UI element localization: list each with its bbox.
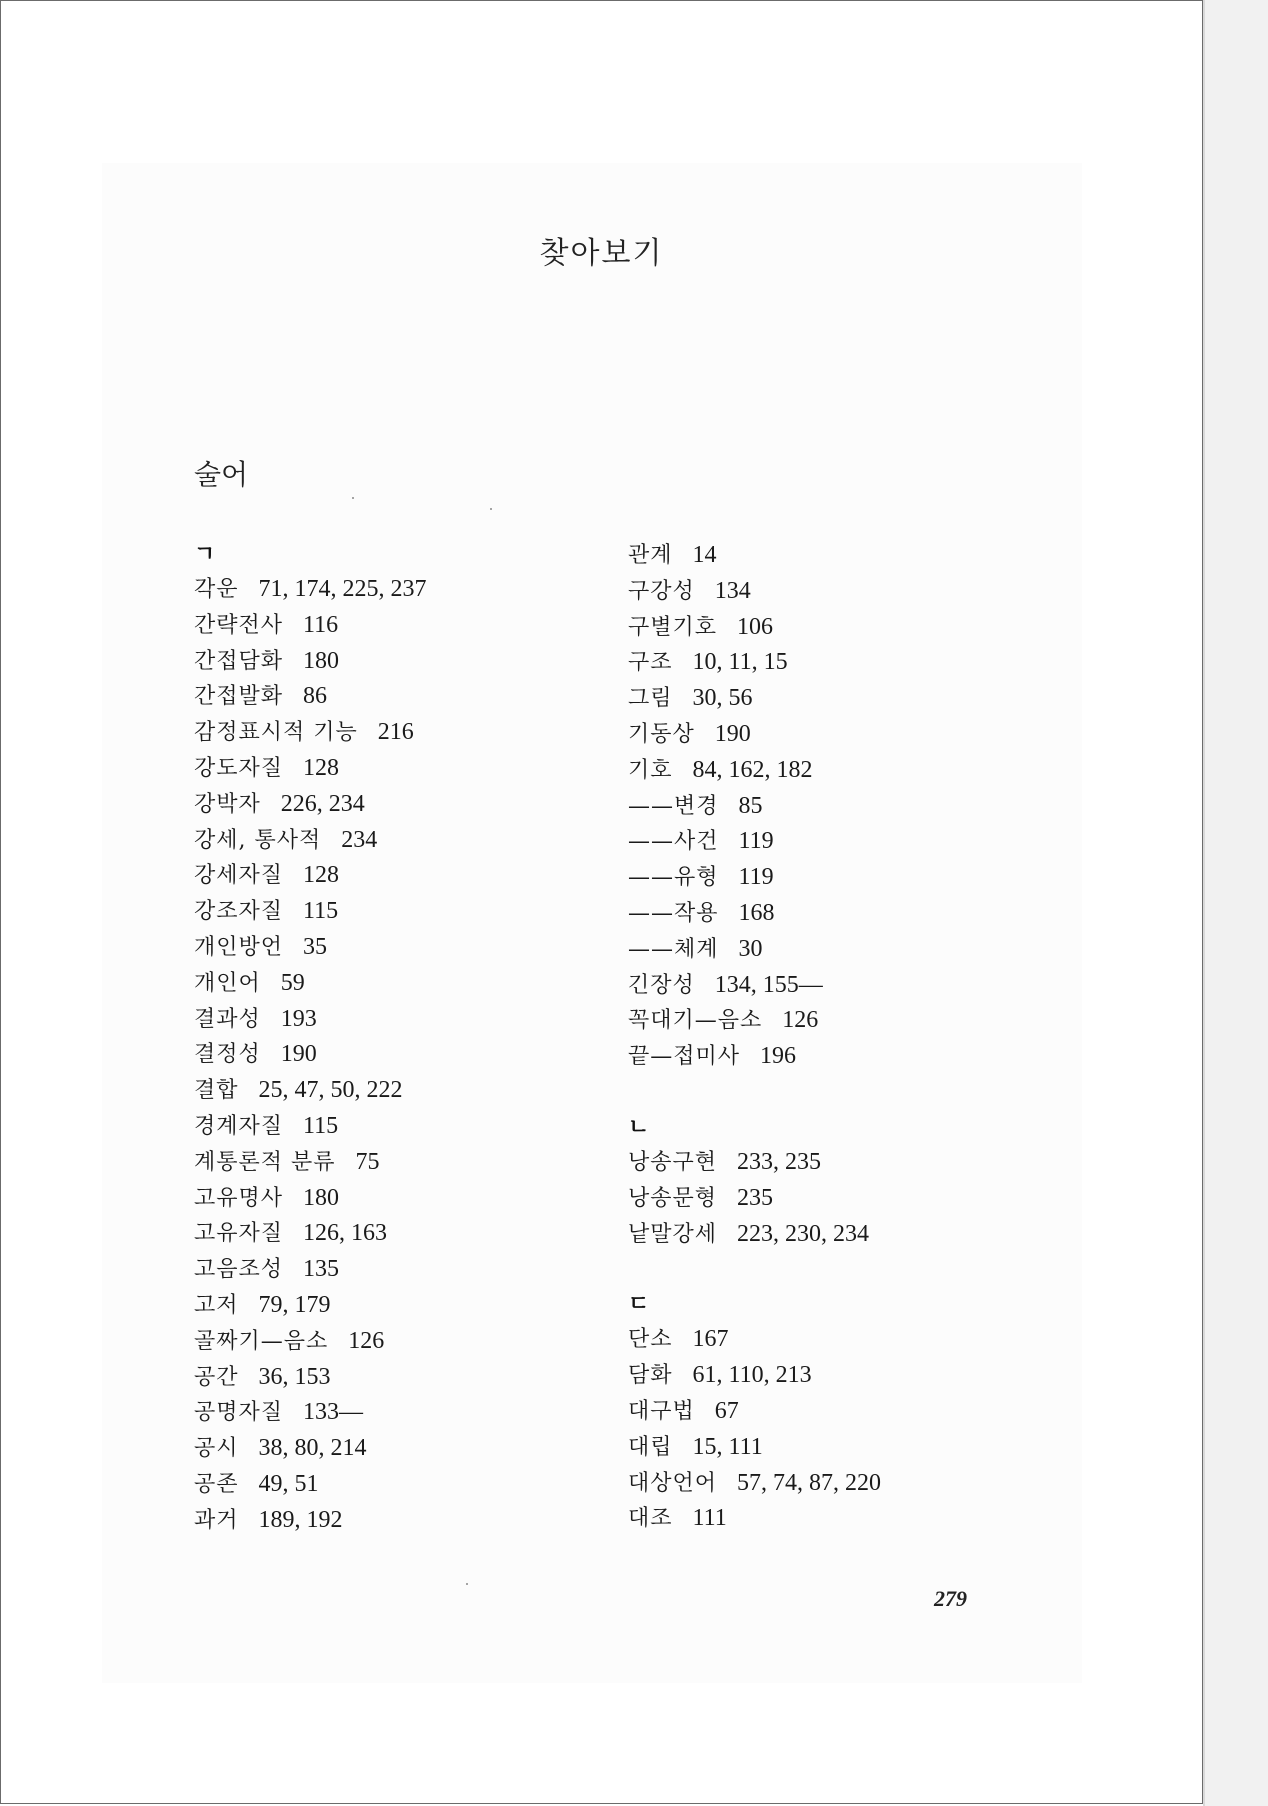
index-page-refs: 115: [303, 1112, 339, 1139]
index-page-refs: 57, 74, 87, 220: [737, 1469, 882, 1496]
index-term: 기호: [628, 757, 673, 783]
index-entry: [194, 1109, 614, 1145]
index-entry: [628, 753, 1048, 789]
scan-speck: [352, 497, 354, 499]
index-entry: [194, 608, 614, 644]
index-page-refs: 38, 80, 214: [258, 1435, 367, 1462]
index-term: 결과성: [194, 1006, 261, 1032]
index-page-refs: 190: [714, 720, 751, 747]
index-entry: [628, 1322, 1048, 1358]
index-term: 고음조성: [194, 1257, 284, 1283]
index-page-refs: 115: [303, 898, 339, 925]
index-term: 단소: [628, 1327, 673, 1353]
index-page-refs: 30, 56: [692, 685, 753, 712]
index-entry: [628, 789, 1048, 825]
index-term: 담화: [628, 1363, 673, 1389]
index-term: 공존: [194, 1471, 239, 1497]
index-entry: [194, 1073, 614, 1109]
index-term: 그림: [628, 686, 673, 712]
index-term: 긴장성: [628, 972, 695, 998]
index-page-refs: 25, 47, 50, 222: [258, 1077, 403, 1104]
index-term: 간접담화: [194, 648, 284, 674]
index-entry: [194, 679, 614, 715]
index-entry: [194, 1002, 614, 1038]
index-entry: [194, 1288, 614, 1324]
index-page-refs: 134: [714, 577, 751, 604]
index-term: 결정성: [194, 1042, 261, 1068]
index-term: 관계: [628, 543, 673, 568]
index-term: 각운: [194, 577, 239, 602]
index-page-refs: 134, 155—: [714, 971, 823, 998]
index-group-letter: ㄷ: [628, 1292, 650, 1318]
index-entry: [194, 894, 614, 930]
index-page-refs: 106: [737, 613, 774, 640]
index-entry: [628, 860, 1048, 896]
index-page-refs: 67: [714, 1397, 739, 1424]
index-page-refs: 79, 179: [258, 1291, 331, 1318]
index-term: 강조자질: [194, 899, 284, 925]
index-entry: [194, 1360, 614, 1396]
index-term: ——유형: [628, 865, 719, 891]
scan-speck: [490, 508, 492, 510]
index-entry: [628, 574, 1048, 610]
index-term: 대구법: [628, 1398, 695, 1424]
index-entry: [194, 787, 614, 823]
index-column-right: [628, 538, 1048, 1537]
index-term: 경계자질: [194, 1113, 284, 1139]
index-term: 과거: [194, 1507, 239, 1533]
index-entry: [194, 1252, 614, 1288]
index-term: 구별기호: [628, 614, 718, 640]
index-entry: [194, 1467, 614, 1503]
index-page-refs: 223, 230, 234: [737, 1220, 870, 1247]
index-page-refs: 126: [348, 1327, 385, 1354]
index-entry: [628, 681, 1048, 717]
index-term: 감정표시적 기능: [194, 720, 358, 746]
index-term: 꼭대기—음소: [628, 1008, 763, 1034]
scan-speck: [466, 1583, 468, 1585]
index-entry: [194, 644, 614, 680]
page-title: 찾아보기: [539, 236, 664, 271]
index-entry: [628, 1394, 1048, 1430]
index-term: 기동상: [628, 721, 695, 747]
index-page-refs: 35: [303, 933, 328, 960]
index-term: 구조: [628, 650, 673, 676]
index-page-refs: 71, 174, 225, 237: [258, 576, 427, 602]
index-page-refs: 116: [303, 611, 339, 638]
index-entry: [194, 751, 614, 787]
index-entry: [194, 1395, 614, 1431]
index-page-refs: 168: [738, 899, 775, 926]
index-entry: [194, 1145, 614, 1181]
page-number: 279: [934, 1586, 967, 1611]
index-page-refs: 86: [303, 683, 328, 710]
section-heading: 술어: [194, 458, 249, 491]
index-term: ——작용: [628, 900, 719, 926]
index-page-refs: 216: [377, 719, 414, 746]
index-term: 강세, 통사적: [194, 827, 322, 853]
index-page-refs: 30: [738, 935, 763, 962]
viewer-gutter: [1203, 0, 1268, 1806]
index-term: 낭송문형: [628, 1185, 718, 1211]
index-entry: [628, 1217, 1048, 1253]
index-term: 대립: [628, 1434, 673, 1460]
index-page-refs: 196: [760, 1043, 797, 1070]
index-term: 고저: [194, 1292, 239, 1318]
index-term: ——변경: [628, 793, 719, 819]
index-term: 개인어: [194, 970, 261, 996]
index-page-refs: 14: [692, 542, 717, 568]
index-term: 강박자: [194, 791, 261, 817]
index-page-refs: 190: [280, 1041, 317, 1068]
index-term: 강도자질: [194, 755, 284, 781]
index-term: 고유명사: [194, 1185, 284, 1211]
index-page-refs: 128: [303, 862, 340, 889]
index-page-refs: 233, 235: [737, 1148, 822, 1175]
index-entry: [194, 1324, 614, 1360]
index-term: 간략전사: [194, 612, 284, 638]
index-entry: [194, 1216, 614, 1252]
index-term: 계통론적 분류: [194, 1149, 336, 1175]
index-page-refs: 226, 234: [280, 790, 365, 817]
index-page-refs: 126, 163: [303, 1220, 388, 1247]
index-term: 결합: [194, 1078, 239, 1104]
index-page-refs: 84, 162, 182: [692, 756, 813, 783]
index-page-refs: 180: [303, 1184, 340, 1211]
index-entry: [628, 717, 1048, 753]
index-group-letter: ㄱ: [194, 542, 216, 567]
index-entry: [628, 1430, 1048, 1466]
index-page-refs: 128: [303, 754, 340, 781]
index-page-refs: 133—: [303, 1399, 364, 1426]
group-spacer: [628, 1252, 1048, 1288]
index-entry: [628, 1181, 1048, 1217]
index-page-refs: 75: [355, 1148, 380, 1175]
index-entry: [628, 932, 1048, 968]
index-group-letter: ㄴ: [628, 1114, 650, 1140]
index-page-refs: 61, 110, 213: [692, 1362, 812, 1389]
index-term: 공시: [194, 1436, 239, 1462]
index-entry: [628, 896, 1048, 932]
index-term: 강세자질: [194, 863, 284, 889]
index-entry: [194, 572, 614, 608]
index-entry: [194, 823, 614, 859]
index-page-refs: 59: [280, 969, 305, 996]
index-entry: [194, 930, 614, 966]
index-entry: [194, 1503, 614, 1539]
index-term: 개인방언: [194, 934, 284, 960]
index-entry: [628, 1003, 1048, 1039]
index-page-refs: 10, 11, 15: [692, 649, 788, 676]
index-page-refs: 119: [738, 864, 774, 891]
index-term: 공간: [194, 1364, 239, 1390]
index-entry: [194, 715, 614, 751]
index-term: 구강성: [628, 578, 695, 604]
index-entry: [628, 610, 1048, 646]
index-page-refs: 49, 51: [258, 1470, 319, 1497]
index-entry: [194, 966, 614, 1002]
index-page-refs: 111: [692, 1505, 727, 1532]
index-entry: [628, 1145, 1048, 1181]
index-entry: [628, 1039, 1048, 1075]
index-entry: [628, 1466, 1048, 1502]
index-term: 공명자질: [194, 1400, 284, 1426]
index-term: 골짜기—음소: [194, 1328, 329, 1354]
index-entry: [628, 1501, 1048, 1537]
index-term: ——체계: [628, 936, 719, 962]
index-entry: [194, 1037, 614, 1073]
index-term: 낱말강세: [628, 1221, 718, 1247]
index-page-refs: 193: [280, 1005, 317, 1032]
index-page-refs: 235: [737, 1184, 774, 1211]
index-page-refs: 135: [303, 1256, 340, 1283]
index-entry: [628, 538, 1048, 574]
index-entry: [194, 1431, 614, 1467]
index-term: 끝—접미사: [628, 1044, 741, 1070]
index-page-refs: 167: [692, 1326, 729, 1353]
index-page-refs: 234: [341, 826, 378, 853]
index-page-refs: 189, 192: [258, 1506, 343, 1533]
index-entry: [628, 645, 1048, 681]
index-term: 대상언어: [628, 1470, 718, 1496]
index-term: 대조: [628, 1506, 673, 1532]
index-page-refs: 119: [738, 828, 774, 855]
group-spacer: [628, 1075, 1048, 1111]
index-term: 낭송구현: [628, 1149, 718, 1175]
index-entry: [194, 858, 614, 894]
index-entry: [628, 968, 1048, 1004]
index-page-refs: 36, 153: [258, 1363, 331, 1390]
index-page-refs: 180: [303, 647, 340, 674]
index-page-refs: 126: [782, 1007, 819, 1034]
index-term: 간접발화: [194, 684, 284, 710]
index-column-left: [194, 538, 614, 1539]
index-page-refs: 85: [738, 792, 763, 819]
index-entry: [628, 824, 1048, 860]
index-page-refs: 15, 111: [692, 1433, 763, 1460]
index-entry: [194, 1181, 614, 1217]
index-entry: [628, 1358, 1048, 1394]
index-term: ——사건: [628, 829, 719, 855]
index-term: 고유자질: [194, 1221, 284, 1247]
